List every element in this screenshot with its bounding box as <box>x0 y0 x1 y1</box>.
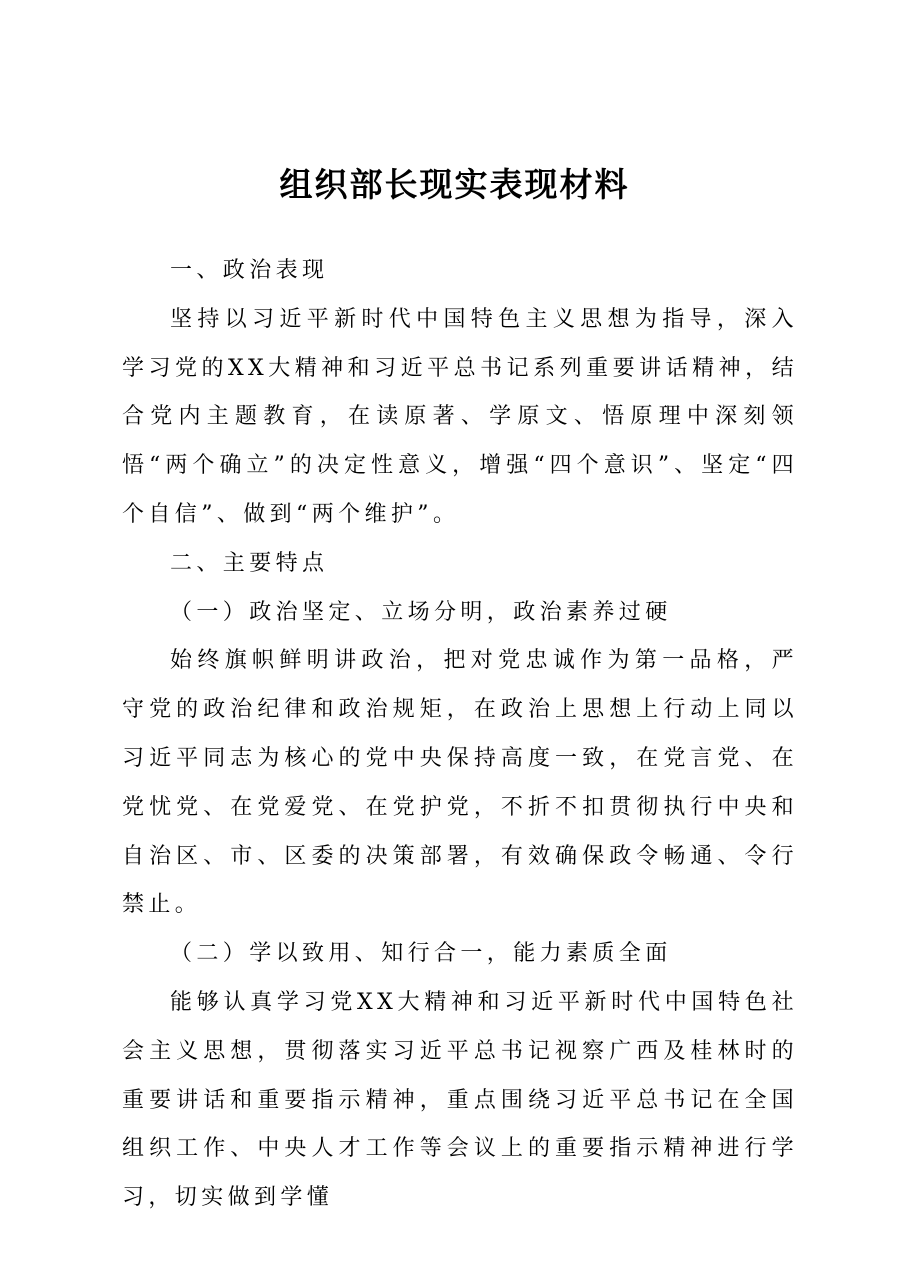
subheading-political-firm: （一）政治坚定、立场分明，政治素养过硬 <box>170 599 672 625</box>
document-body <box>122 247 798 1223</box>
paragraph-learning-applying: 能够认真学习党XX大精神和习近平新时代中国特色社会主义思想，贯彻落实习近平总书记视察广西及桂林时的重要讲话和重要指示精神，重点围绕习近平总书记在全国组织工作、中央人才工作等会议上的重要指示精神进行学习，切实做到学懂 <box>122 989 798 1211</box>
paragraph-political-performance: 坚持以习近平新时代中国特色主义思想为指导，深入学习党的XX大精神和习近平总书记系列重要讲话精神，结合党内主题教育，在读原著、学原文、悟原理中深刻领悟“两个确立”的决定性意义，增强“四个意识”、坚定“四个自信”、做到“两个维护”。 <box>122 306 798 527</box>
section-heading-main-features: 二、主要特点 <box>170 550 329 576</box>
subheading-learning-applying: （二）学以致用、知行合一，能力素质全面 <box>170 941 672 967</box>
paragraph-political-firm: 始终旗帜鲜明讲政治，把对党忠诚作为第一品格，严守党的政治纪律和政治规矩，在政治上思想上行动上同以习近平同志为核心的党中央保持高度一致，在党言党、在党忧党、在党爱党、在党护党，不折不扣贯彻执行中央和自治区、市、区委的决策部署，有效确保政令畅通、令行禁止。 <box>122 648 798 918</box>
document-title: 组织部长现实表现材料 <box>279 165 630 204</box>
section-heading-political: 一、政治表现 <box>170 258 329 283</box>
